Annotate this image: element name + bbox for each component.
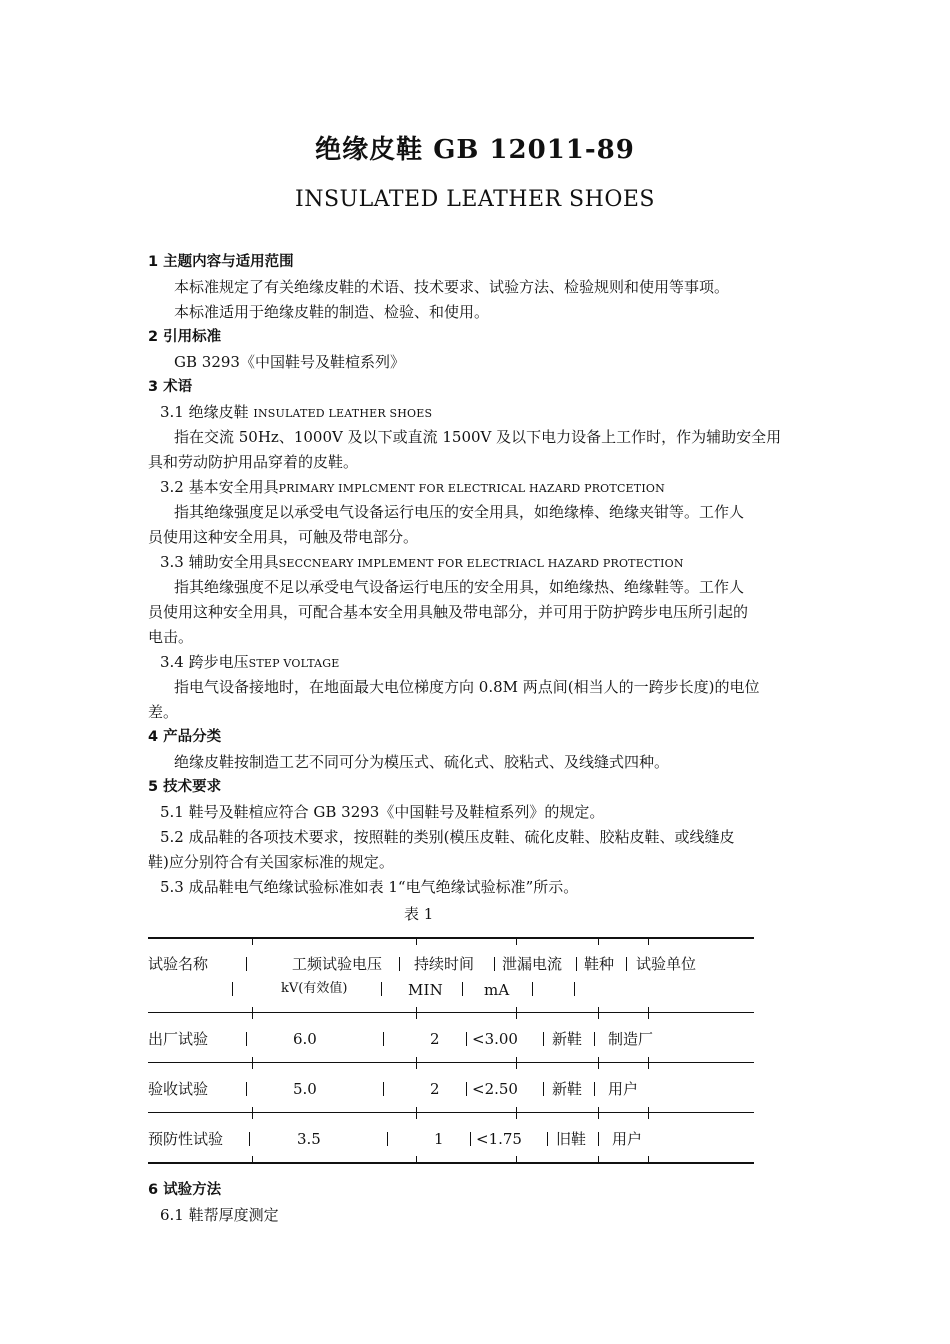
section-4-paragraph-1: 绝缘皮鞋按制造工艺不同可分为模压式、硫化式、胶粘式、及线缝式四种。 [174, 753, 670, 771]
clause-3-4-english: STEP VOLTAGE [248, 657, 340, 670]
table-separator [249, 1132, 250, 1146]
table-separator [246, 1082, 247, 1096]
table-cell-test-name: 出厂试验 [148, 1030, 209, 1048]
section-6-heading: 6 试验方法 [148, 1182, 222, 1198]
table-header-leakage: 泄漏电流 [502, 955, 563, 973]
table-tick [252, 1113, 253, 1119]
table-tick [648, 1013, 649, 1019]
table-separator [381, 982, 382, 996]
table-tick [598, 1063, 599, 1069]
table-row-rule [148, 1062, 754, 1063]
table-top-rule [148, 937, 754, 939]
table-row-rule [148, 1012, 754, 1013]
section-3-heading: 3 术语 [148, 379, 193, 395]
table-cell-test-name: 验收试验 [148, 1080, 209, 1098]
table-separator [470, 1132, 471, 1146]
table-separator [543, 1032, 544, 1046]
section-1-paragraph-1: 本标准规定了有关绝缘皮鞋的术语、技术要求、试验方法、检验规则和使用等事项。 [174, 278, 730, 296]
clause-3-3-english: SECCNEARY IMPLEMENT FOR ELECTRIACL HAZARD PROTECTION [278, 557, 684, 570]
table-separator [466, 1082, 467, 1096]
table-header-test-unit: 试验单位 [636, 955, 697, 973]
clause-3-1-english: INSULATED LEATHER SHOES [253, 407, 433, 420]
table-separator [594, 1082, 595, 1096]
table-cell-duration: 2 [430, 1030, 440, 1048]
table-tick [598, 939, 599, 945]
table-row-rule [148, 1112, 754, 1113]
table-separator [547, 1132, 548, 1146]
table-tick [598, 1013, 599, 1019]
clause-3-3-title [160, 552, 684, 574]
table-cell-test-name: 预防性试验 [148, 1130, 224, 1148]
table-tick [598, 1156, 599, 1162]
table-header-shoe-type: 鞋种 [584, 955, 615, 973]
section-2-paragraph-1: GB 3293《中国鞋号及鞋楦系列》 [174, 353, 405, 371]
clause-3-4-number: 3.4 跨步电压 [160, 653, 249, 671]
table-separator [494, 957, 495, 971]
table-unit-duration: MIN [408, 981, 444, 999]
table-header-test-name: 试验名称 [148, 955, 209, 973]
table-caption: 表 1 [404, 905, 434, 923]
table-header-voltage: 工频试验电压 [292, 955, 383, 973]
table-cell-duration: 2 [430, 1080, 440, 1098]
clause-5-2-line-1: 5.2 成品鞋的各项技术要求，按照鞋的类别(模压皮鞋、硫化皮鞋、胶粘皮鞋、或线缝皮 [160, 828, 735, 846]
table-header-duration: 持续时间 [414, 955, 475, 973]
clause-3-4-title [160, 652, 340, 674]
table-cell-shoe-type: 新鞋 [552, 1030, 583, 1048]
table-cell-leakage: <1.75 [476, 1130, 522, 1148]
clause-3-3-line-2: 员使用这种安全用具，可配合基本安全用具触及带电部分，并可用于防护跨步电压所引起的 [148, 603, 749, 621]
table-tick [598, 1113, 599, 1119]
table-tick [416, 939, 417, 945]
table-unit-leakage: mA [484, 981, 510, 999]
table-separator [383, 1082, 384, 1096]
table-bottom-rule [148, 1162, 754, 1164]
clause-3-3-line-3: 电击。 [148, 628, 194, 646]
table-separator [246, 957, 247, 971]
table-cell-test-unit: 制造厂 [608, 1030, 654, 1048]
table-cell-voltage: 6.0 [293, 1030, 317, 1048]
table-separator [574, 982, 575, 996]
table-unit-voltage: kV(有效值) [281, 981, 348, 996]
table-separator [594, 1032, 595, 1046]
table-cell-shoe-type: 新鞋 [552, 1080, 583, 1098]
clause-3-1-line-1: 指在交流 50Hz、1000V 及以下或直流 1500V 及以下电力设备上工作时，作为辅助安全用 [174, 428, 782, 446]
section-5-heading: 5 技术要求 [148, 779, 222, 795]
table-tick [516, 939, 517, 945]
clause-5-3: 5.3 成品鞋电气绝缘试验标准如表 1“电气绝缘试验标准”所示。 [160, 878, 579, 896]
document-subtitle: INSULATED LEATHER SHOES [295, 187, 655, 212]
table-cell-duration: 1 [434, 1130, 444, 1148]
clause-3-1-number: 3.1 绝缘皮鞋 [160, 403, 249, 421]
table-tick [516, 1063, 517, 1069]
table-tick [516, 1113, 517, 1119]
table-separator [466, 1032, 467, 1046]
table-separator [462, 982, 463, 996]
table-separator [598, 1132, 599, 1146]
table-separator [532, 982, 533, 996]
table-separator [626, 957, 627, 971]
section-4-heading: 4 产品分类 [148, 729, 222, 745]
table-tick [416, 1156, 417, 1162]
table-cell-test-unit: 用户 [612, 1130, 643, 1148]
clause-3-3-line-1: 指其绝缘强度不足以承受电气设备运行电压的安全用具，如绝缘热、绝缘鞋等。工作人 [174, 578, 745, 596]
section-1-paragraph-2: 本标准适用于绝缘皮鞋的制造、检验、和使用。 [174, 303, 490, 321]
table-tick [648, 1113, 649, 1119]
table-tick [416, 1063, 417, 1069]
clause-6-1: 6.1 鞋帮厚度测定 [160, 1206, 279, 1224]
table-cell-voltage: 5.0 [293, 1080, 317, 1098]
clause-3-1-line-2: 具和劳动防护用品穿着的皮鞋。 [148, 453, 359, 471]
table-tick [252, 939, 253, 945]
clause-3-2-line-1: 指其绝缘强度足以承受电气设备运行电压的安全用具，如绝缘棒、绝缘夹钳等。工作人 [174, 503, 745, 521]
table-separator [543, 1082, 544, 1096]
clause-3-3-number: 3.3 辅助安全用具 [160, 553, 279, 571]
table-cell-shoe-type: 旧鞋 [556, 1130, 587, 1148]
table-tick [648, 1156, 649, 1162]
clause-5-1: 5.1 鞋号及鞋楦应符合 GB 3293《中国鞋号及鞋楦系列》的规定。 [160, 803, 605, 821]
table-separator [387, 1132, 388, 1146]
table-separator [576, 957, 577, 971]
table-separator [232, 982, 233, 996]
table-tick [416, 1113, 417, 1119]
document-title: 绝缘皮鞋 GB 12011-89 [315, 135, 635, 165]
table-tick [416, 1013, 417, 1019]
table-tick [648, 939, 649, 945]
table-tick [252, 1156, 253, 1162]
clause-5-2-line-2: 鞋)应分别符合有关国家标准的规定。 [148, 853, 394, 871]
table-tick [516, 1156, 517, 1162]
table-tick [252, 1013, 253, 1019]
clause-3-2-line-2: 员使用这种安全用具，可触及带电部分。 [148, 528, 419, 546]
section-1-heading: 1 主题内容与适用范围 [148, 254, 294, 270]
table-tick [252, 1063, 253, 1069]
table-cell-voltage: 3.5 [297, 1130, 321, 1148]
table-separator [383, 1032, 384, 1046]
section-2-heading: 2 引用标准 [148, 329, 222, 345]
table-cell-leakage: <3.00 [472, 1030, 518, 1048]
clause-3-2-number: 3.2 基本安全用具 [160, 478, 279, 496]
table-separator [399, 957, 400, 971]
table-cell-leakage: <2.50 [472, 1080, 518, 1098]
clause-3-4-line-1: 指电气设备接地时，在地面最大电位梯度方向 0.8M 两点间(相当人的一跨步长度)的电位 [174, 678, 760, 696]
table-separator [246, 1032, 247, 1046]
table-cell-test-unit: 用户 [608, 1080, 639, 1098]
clause-3-2-english: PRIMARY IMPLCMENT FOR ELECTRICAL HAZARD PROTCETION [278, 482, 665, 495]
table-tick [516, 1013, 517, 1019]
clause-3-1-title [160, 402, 432, 424]
clause-3-4-line-2: 差。 [148, 703, 179, 721]
table-tick [648, 1063, 649, 1069]
clause-3-2-title [160, 477, 665, 499]
